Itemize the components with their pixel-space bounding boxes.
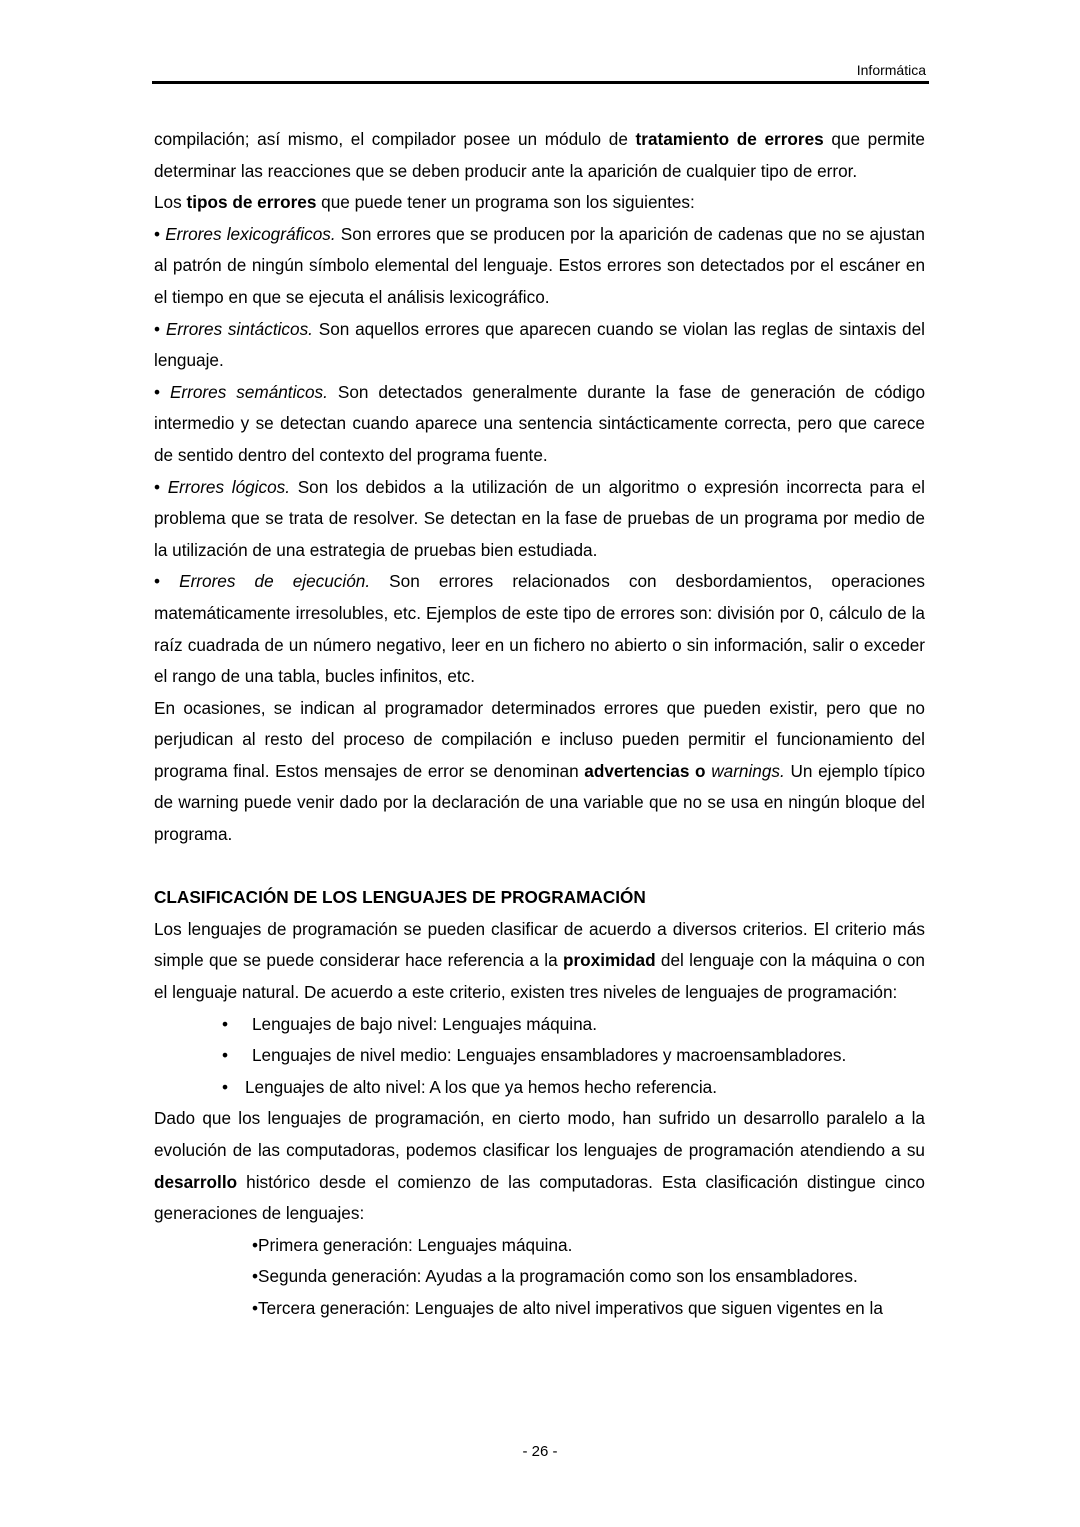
error-item-logical: • Errores lógicos. Son los debidos a la utilización de un algoritmo o expresión incorrecta para el problema que se trata de resolver. Se detectan en la fase de pruebas de un programa por medio de la utilización de una estrategia de pruebas bien estudiada. [154,476,925,560]
bullet-icon: • [222,1045,229,1066]
error-name: Errores de ejecución. [179,571,371,592]
term-warnings-en: warnings. [711,760,785,781]
list-item: • Lenguajes de bajo nivel: Lenguajes máquina. [154,1009,925,1041]
warnings-paragraph: En ocasiones, se indican al programador determinados errores que pueden existir, pero que no perjudican al resto del proceso de compilación e incluso pueden permitir el funcionamiento del programa final. Estos mensajes de error se denominan advertencias o warnings. Un ejemplo típico de warning puede venir dado por la declaración de una variable que no se usa en ningún bloque del programa. [154,697,926,845]
section-spacer [154,851,925,883]
bullet-icon: • [154,571,161,592]
term-error-handling: tratamiento de errores [635,129,824,149]
term-warnings: advertencias o [584,760,706,781]
list-item: • Lenguajes de nivel medio: Lenguajes ensambladores y macroensambladores. [154,1040,925,1072]
page-number: - 26 - [522,1443,558,1460]
error-name: Errores sintácticos. [165,318,313,339]
error-item-semantic: • Errores semánticos. Son detectados generalmente durante la fase de generación de código intermedio y se detectan cuando aparece una sentencia sintácticamente correcta, pero que carece de sentido dentro del contexto del programa fuente. [154,381,926,465]
bullet-icon: • [154,318,161,339]
error-item-syntactic: • Errores sintácticos. Son aquellos errores que aparecen cuando se violan las reglas de sintaxis del lenguaje. [154,318,925,371]
generations-paragraph: Dado que los lenguajes de programación, en cierto modo, han sufrido un desarrollo paralelo a la evolución de las computadoras, podemos clasificar los lenguajes de programación atendiendo a su desarrollo histórico desde el comienzo de las computadoras. Esta clasificación distingue cinco generaciones de lenguajes: [154,1108,925,1224]
error-types-intro: Los tipos de errores que puede tener un programa son los siguientes: [154,192,695,213]
generations-list [154,1230,925,1325]
term-development: desarrollo [154,1171,238,1192]
bullet-icon: • [154,223,161,244]
list-item: • Lenguajes de alto nivel: A los que ya hemos hecho referencia. [154,1072,925,1104]
bullet-icon: • [154,476,161,497]
error-item-lexical: • Errores lexicográficos. Son errores que se producen por la aparición de cadenas que no se ajustan al patrón de ningún símbolo elemental del lenguaje. Estos errores son detectados por el escáner en el tiempo en que se ejecuta el análisis lexicográfico. [154,223,925,307]
list-item: •Tercera generación: Lenguajes de alto nivel imperativos que siguen vigentes en la [252,1297,883,1318]
bullet-icon: • [222,1013,229,1034]
bullet-icon: • [222,1076,229,1097]
section-heading: CLASIFICACIÓN DE LOS LENGUAJES DE PROGRAMACIÓN [154,887,646,908]
error-name: Errores semánticos. [169,381,328,402]
term-error-types: tipos de errores [186,192,317,213]
language-levels-list [154,1009,925,1104]
page-body [154,124,925,1325]
error-item-runtime: • Errores de ejecución. Son errores relacionados con desbordamientos, operaciones matemáticamente irresolubles, etc. Ejemplos de este tipo de errores son: división por 0, cálculo de la raíz cuadrada de un número negativo, leer en un fichero no abierto o sin información, salir o exceder el rango de una tabla, bucles infinitos, etc. [154,571,925,687]
intro-paragraph: compilación; así mismo, el compilador posee un módulo de tratamiento de errores que permite determinar las reacciones que se deben producir ante la aparición de cualquier tipo de error. [154,129,925,181]
bullet-icon: • [154,381,161,402]
term-proximity: proximidad [562,950,656,971]
list-item: •Segunda generación: Ayudas a la programación como son los ensambladores. [252,1266,858,1287]
classification-paragraph: Los lenguajes de programación se pueden clasificar de acuerdo a diversos criterios. El criterio más simple que se puede considerar hace referencia a la proximidad del lenguaje con la máquina o con el lenguaje natural. De acuerdo a este criterio, existen tres niveles de lenguajes de programación: [154,918,925,1003]
running-header: Informática [856,62,926,78]
error-name: Errores lexicográficos. [165,223,336,244]
error-name: Errores lógicos. [167,476,291,497]
header-rule [152,81,929,84]
list-item: •Primera generación: Lenguajes máquina. [252,1234,573,1255]
